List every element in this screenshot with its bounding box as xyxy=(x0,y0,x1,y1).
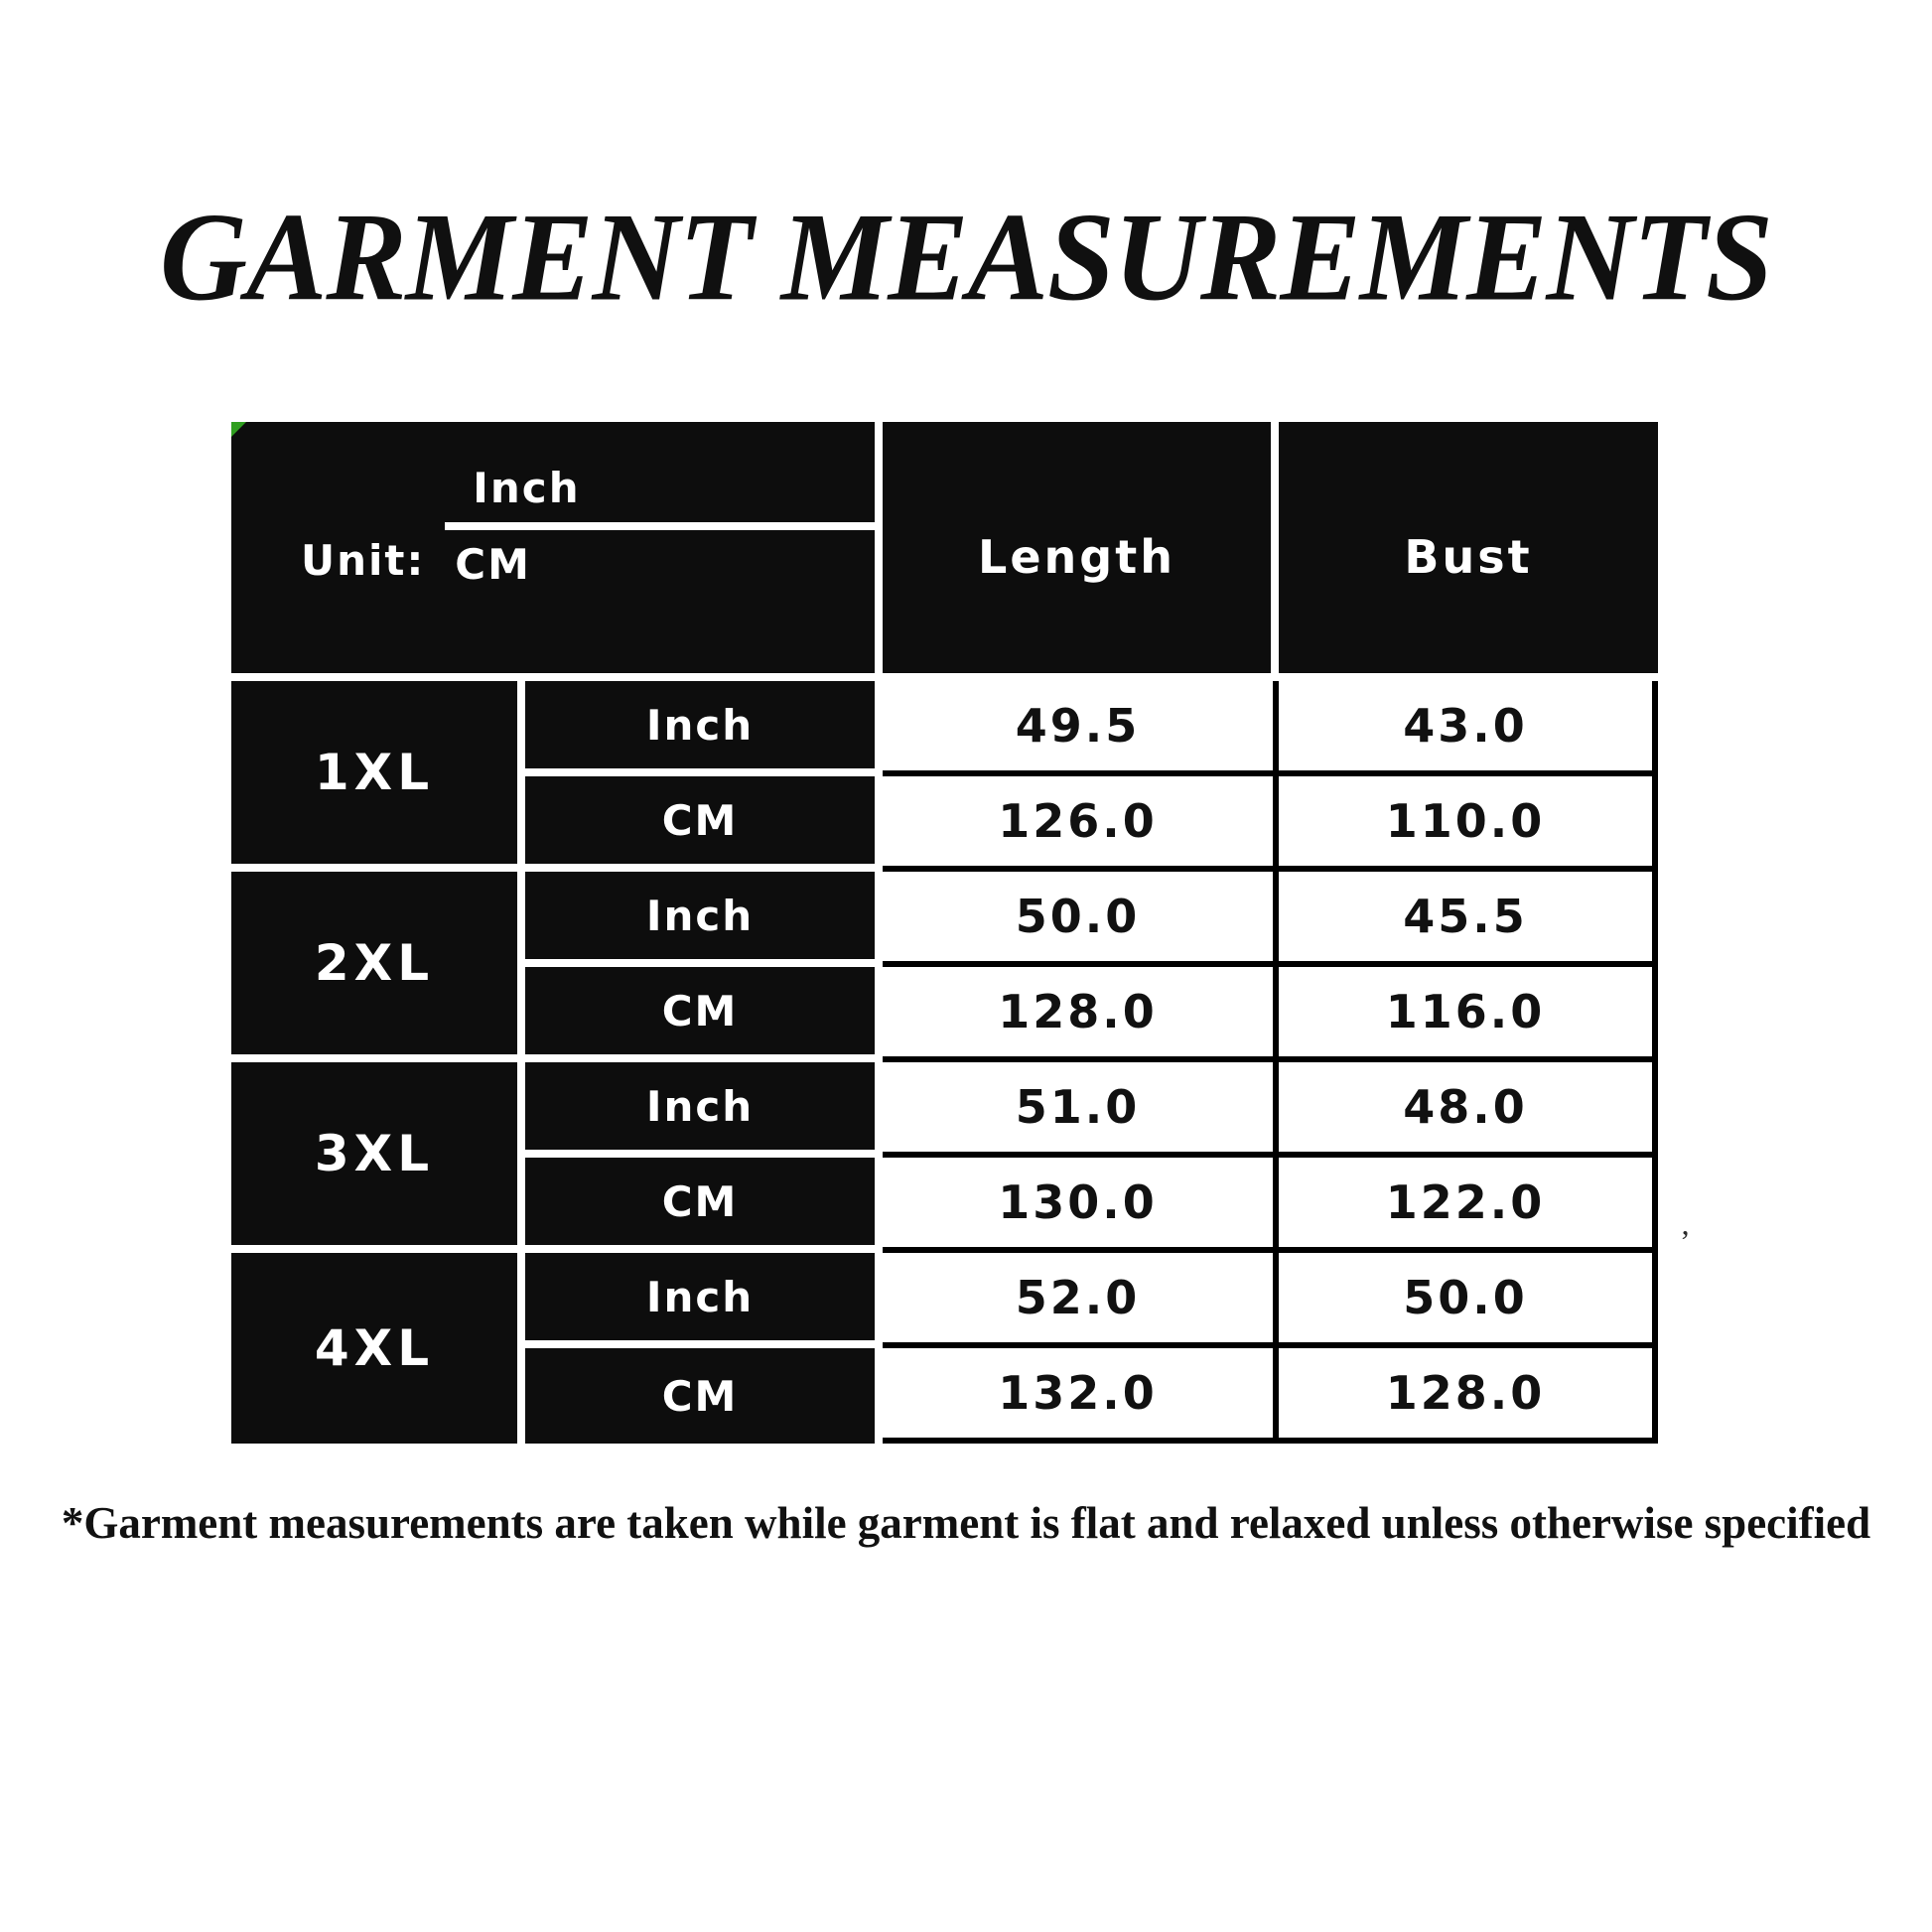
size-cell-4xl: 4XL xyxy=(231,1253,525,1444)
length-value: 132.0 xyxy=(883,1348,1279,1444)
unit-cell: Inch xyxy=(525,1062,883,1158)
bust-value: 48.0 xyxy=(1279,1062,1658,1158)
unit-cm-label: CM xyxy=(455,540,531,589)
size-cell-1xl: 1XL xyxy=(231,681,525,872)
bust-value: 122.0 xyxy=(1279,1158,1658,1253)
size-cell-2xl: 2XL xyxy=(231,872,525,1062)
unit-header-cell xyxy=(231,422,883,681)
unit-fraction xyxy=(445,464,875,589)
unit-label: Unit: xyxy=(301,536,426,585)
bust-value: 110.0 xyxy=(1279,776,1658,872)
bust-value: 45.5 xyxy=(1279,872,1658,967)
unit-inch-label: Inch xyxy=(445,464,875,530)
unit-cell: Inch xyxy=(525,1253,883,1348)
length-value: 52.0 xyxy=(883,1253,1279,1348)
size-chart-table xyxy=(231,422,1658,1444)
length-value: 49.5 xyxy=(883,681,1279,776)
unit-cell: Inch xyxy=(525,872,883,967)
corner-marker-icon xyxy=(231,422,246,437)
length-value: 51.0 xyxy=(883,1062,1279,1158)
bust-value: 116.0 xyxy=(1279,967,1658,1062)
unit-cell: CM xyxy=(525,967,883,1062)
bust-value: 43.0 xyxy=(1279,681,1658,776)
bust-value: 50.0 xyxy=(1279,1253,1658,1348)
unit-cell: CM xyxy=(525,1348,883,1444)
unit-cell: Inch xyxy=(525,681,883,776)
length-value: 126.0 xyxy=(883,776,1279,872)
size-cell-3xl: 3XL xyxy=(231,1062,525,1253)
unit-cell: CM xyxy=(525,776,883,872)
unit-row xyxy=(301,464,875,589)
bust-value: 128.0 xyxy=(1279,1348,1658,1444)
page-title: GARMENT MEASUREMENTS xyxy=(159,188,1773,328)
length-value: 50.0 xyxy=(883,872,1279,967)
length-value: 128.0 xyxy=(883,967,1279,1062)
column-header-length: Length xyxy=(883,422,1279,681)
column-header-bust: Bust xyxy=(1279,422,1658,681)
length-value: 130.0 xyxy=(883,1158,1279,1253)
stray-mark: ’ xyxy=(1680,1223,1691,1259)
unit-cell: CM xyxy=(525,1158,883,1253)
footnote: *Garment measurements are taken while garment is flat and relaxed unless otherwise specified xyxy=(61,1498,1871,1548)
